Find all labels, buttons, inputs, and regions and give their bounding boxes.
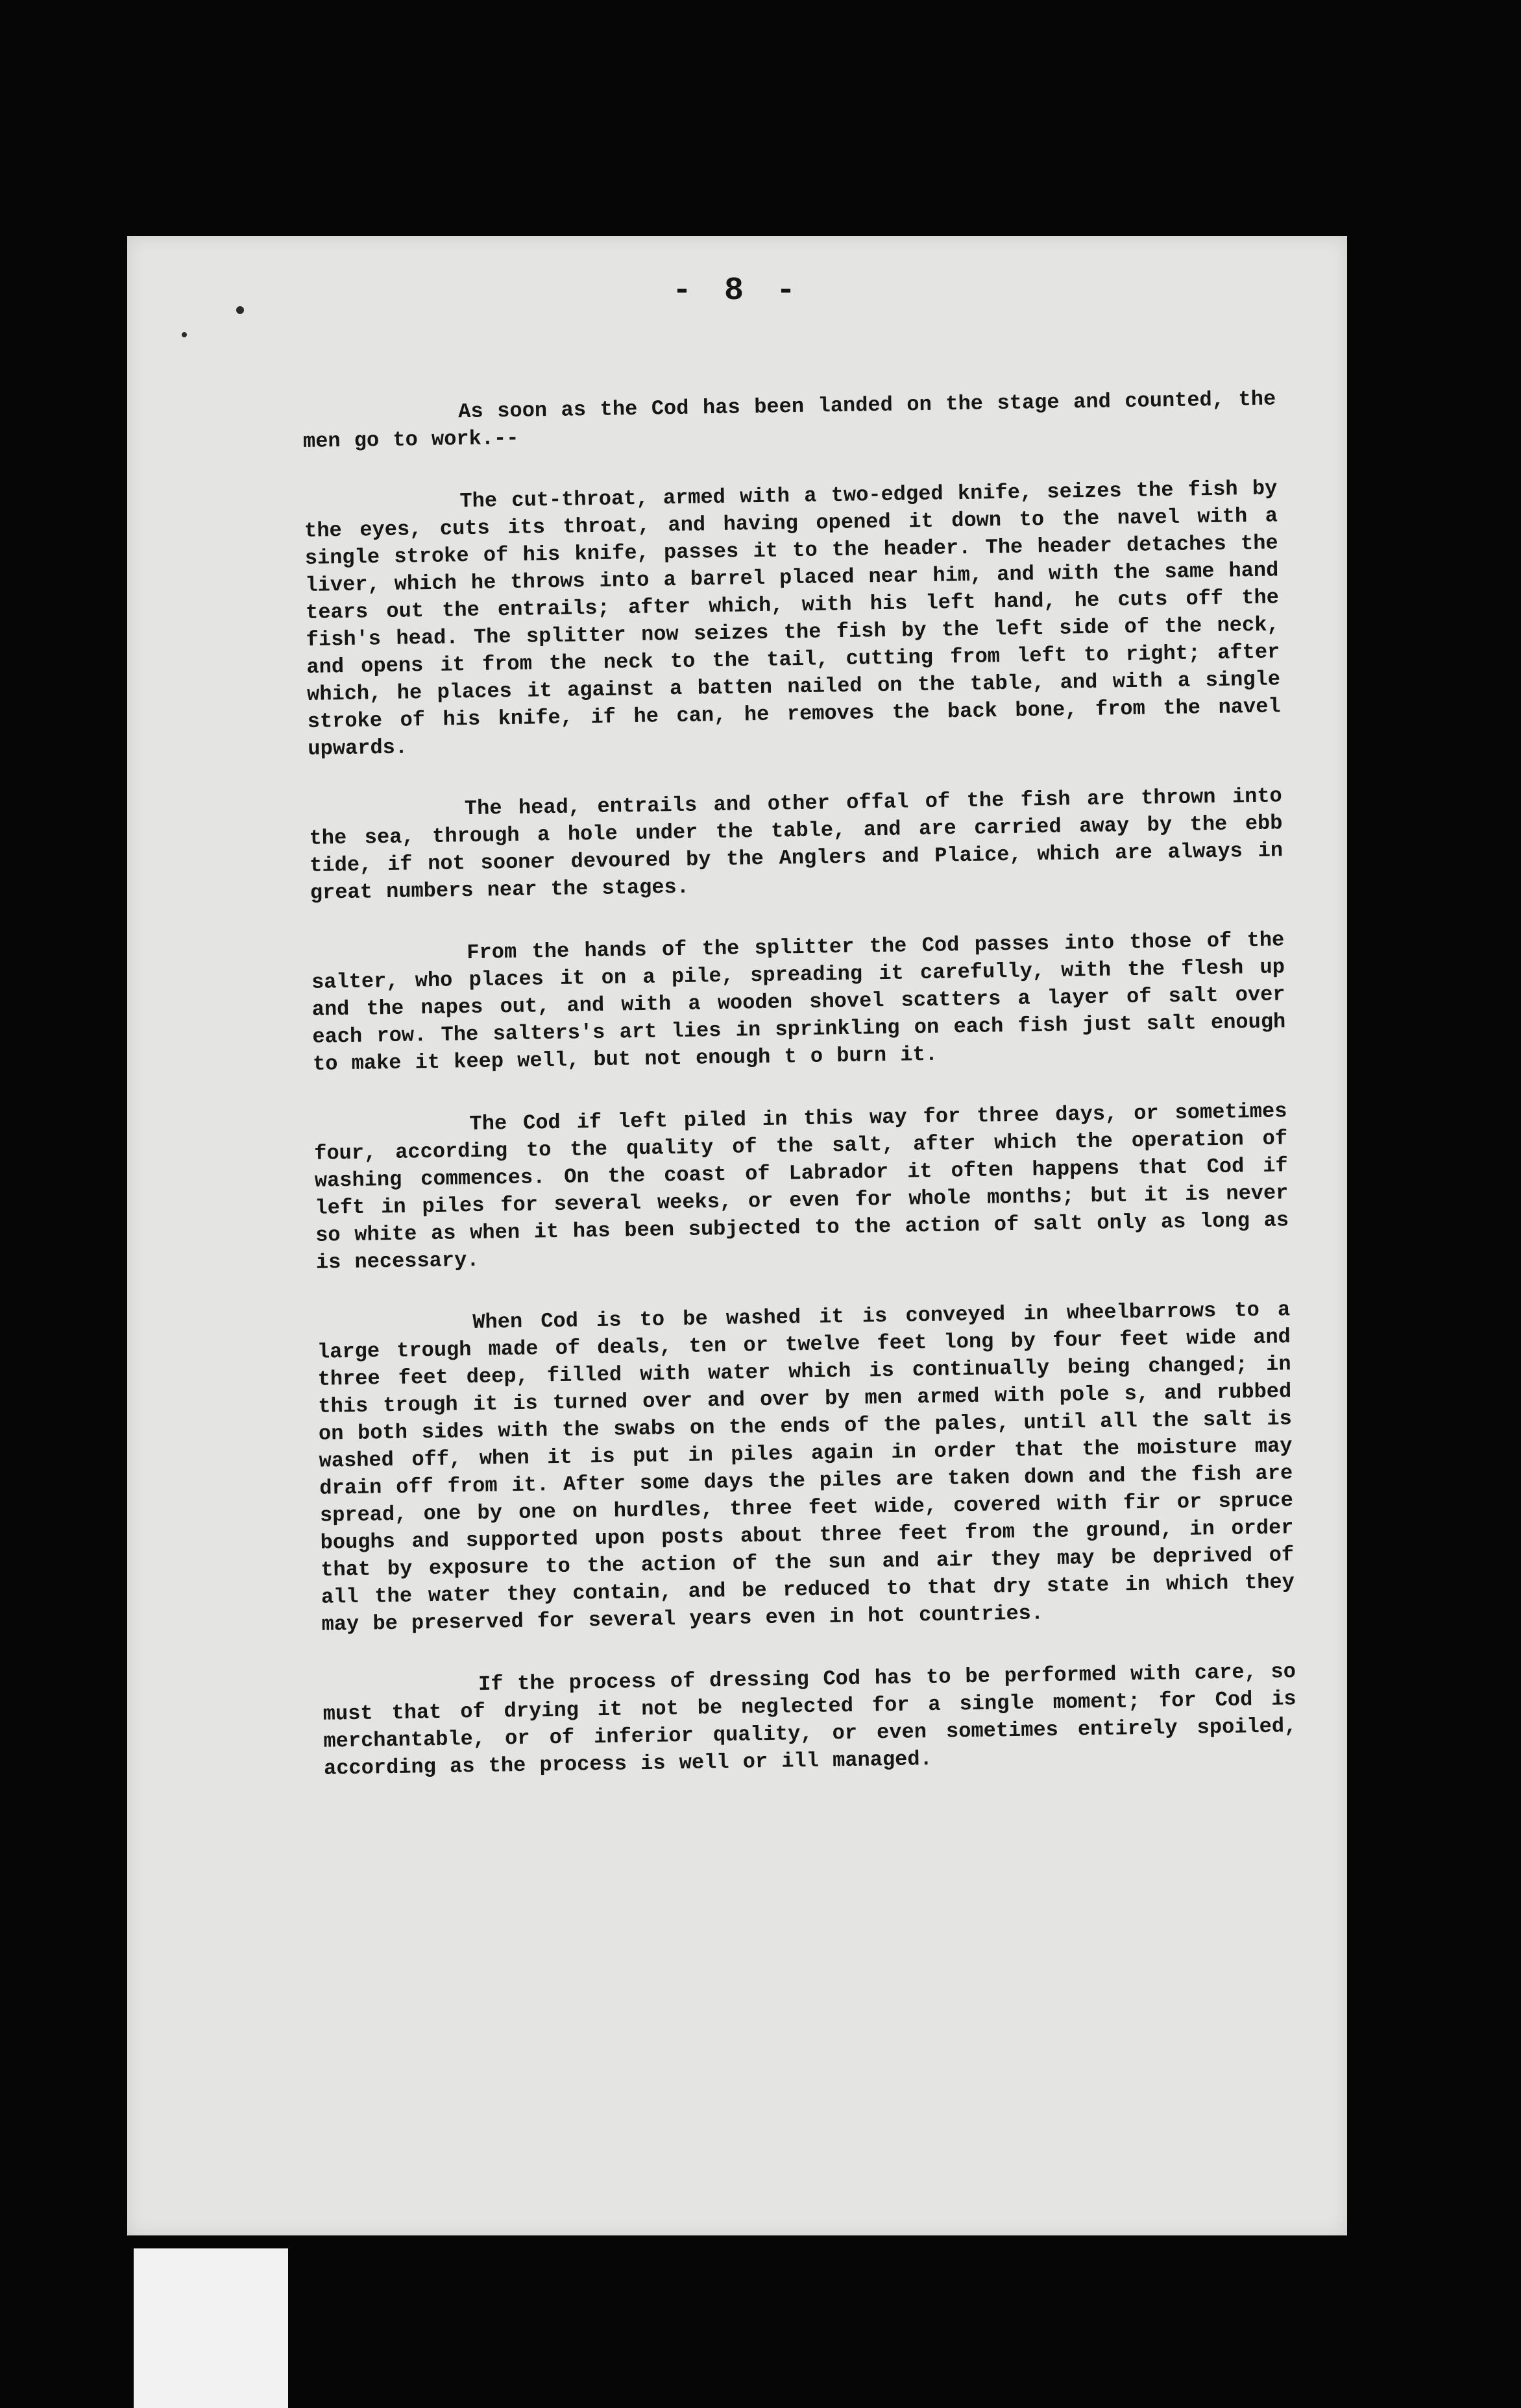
paragraph-4: From the hands of the splitter the Cod passes into those of the salter, who places it on a pile, spreading it carefully, with the flesh up and the napes out, and with a wooden shovel scatters a layer of salt over each row. The salters's art lies in sprinkling on each fish just salt enough to make it keep well, but not enough t o burn it. (311, 928, 1286, 1076)
paper-speck (236, 306, 244, 314)
page-number: - 8 - (672, 272, 803, 309)
paragraph-7: If the process of dressing Cod has to be performed with care, so must that of drying it not be neglected for a single moment; for Cod is merchantable, or of inferior quality, or even sometimes entirely spoiled, according as the process is well or ill managed. (322, 1659, 1297, 1781)
paragraph-6: When Cod is to be washed it is conveyed in wheelbarrows to a large trough made of deals, ten or twelve feet long by four feet wide and three feet deep, filled with water which is continually being changed; in this trough it is turned over and over by men armed with pole s, and rubbed on both sides with the swabs on the ends of the pales, until all the salt is washed off, when it is put in piles again in order that the moisture may drain off from it. After some days the piles are taken down and the fish are spread, one by one on hurdles, three feet wide, covered with fir or spruce boughs and supported upon posts about three feet from the ground, in order that by exposure to the action of the sun and air they may be deprived of all the water they contain, and be reduced to that dry state in which they may be preserved for several years even in hot countries. (317, 1297, 1295, 1637)
paragraph-5: The Cod if left piled in this way for three days, or sometimes four, according to the quality of the salt, after which the operation of washing commences. On the coast of Labrador it often happens that Cod if left in piles for several weeks, or even for whole months; but it is never so white as when it has been subjected to the action of salt only as long as is necessary. (313, 1099, 1289, 1275)
paper-speck (182, 332, 187, 337)
paragraph-2: The cut-throat, armed with a two-edged knife, seizes the fish by the eyes, cuts its throat, and having opened it down to the navel with a single stroke of his knife, passes it to the header. The header detaches the liver, which he throws into a barrel placed near him, and with the same hand tears out the entrails; after which, with his left hand, he cuts off the fish's head. The splitter now seizes the fish by the left side of the neck, and opens it from the neck to the tail, cutting from left to right; after which, he places it against a batten nailed on the table, and with a single stroke of his knife, if he can, he removes the back bone, from the navel upwards. (304, 476, 1281, 761)
paper-slip (134, 2248, 288, 2408)
document-page (127, 236, 1347, 2235)
paragraph-3: The head, entrails and other offal of the fish are thrown into the sea, through a hole under the table, and are carried away by the ebb tide, if not sooner devoured by the Anglers and Plaice, which are always in great numbers near the stages. (309, 784, 1284, 905)
paragraph-1: As soon as the Cod has been landed on the stage and counted, the men go to work.-- (302, 387, 1276, 453)
document-body (302, 385, 1298, 1817)
